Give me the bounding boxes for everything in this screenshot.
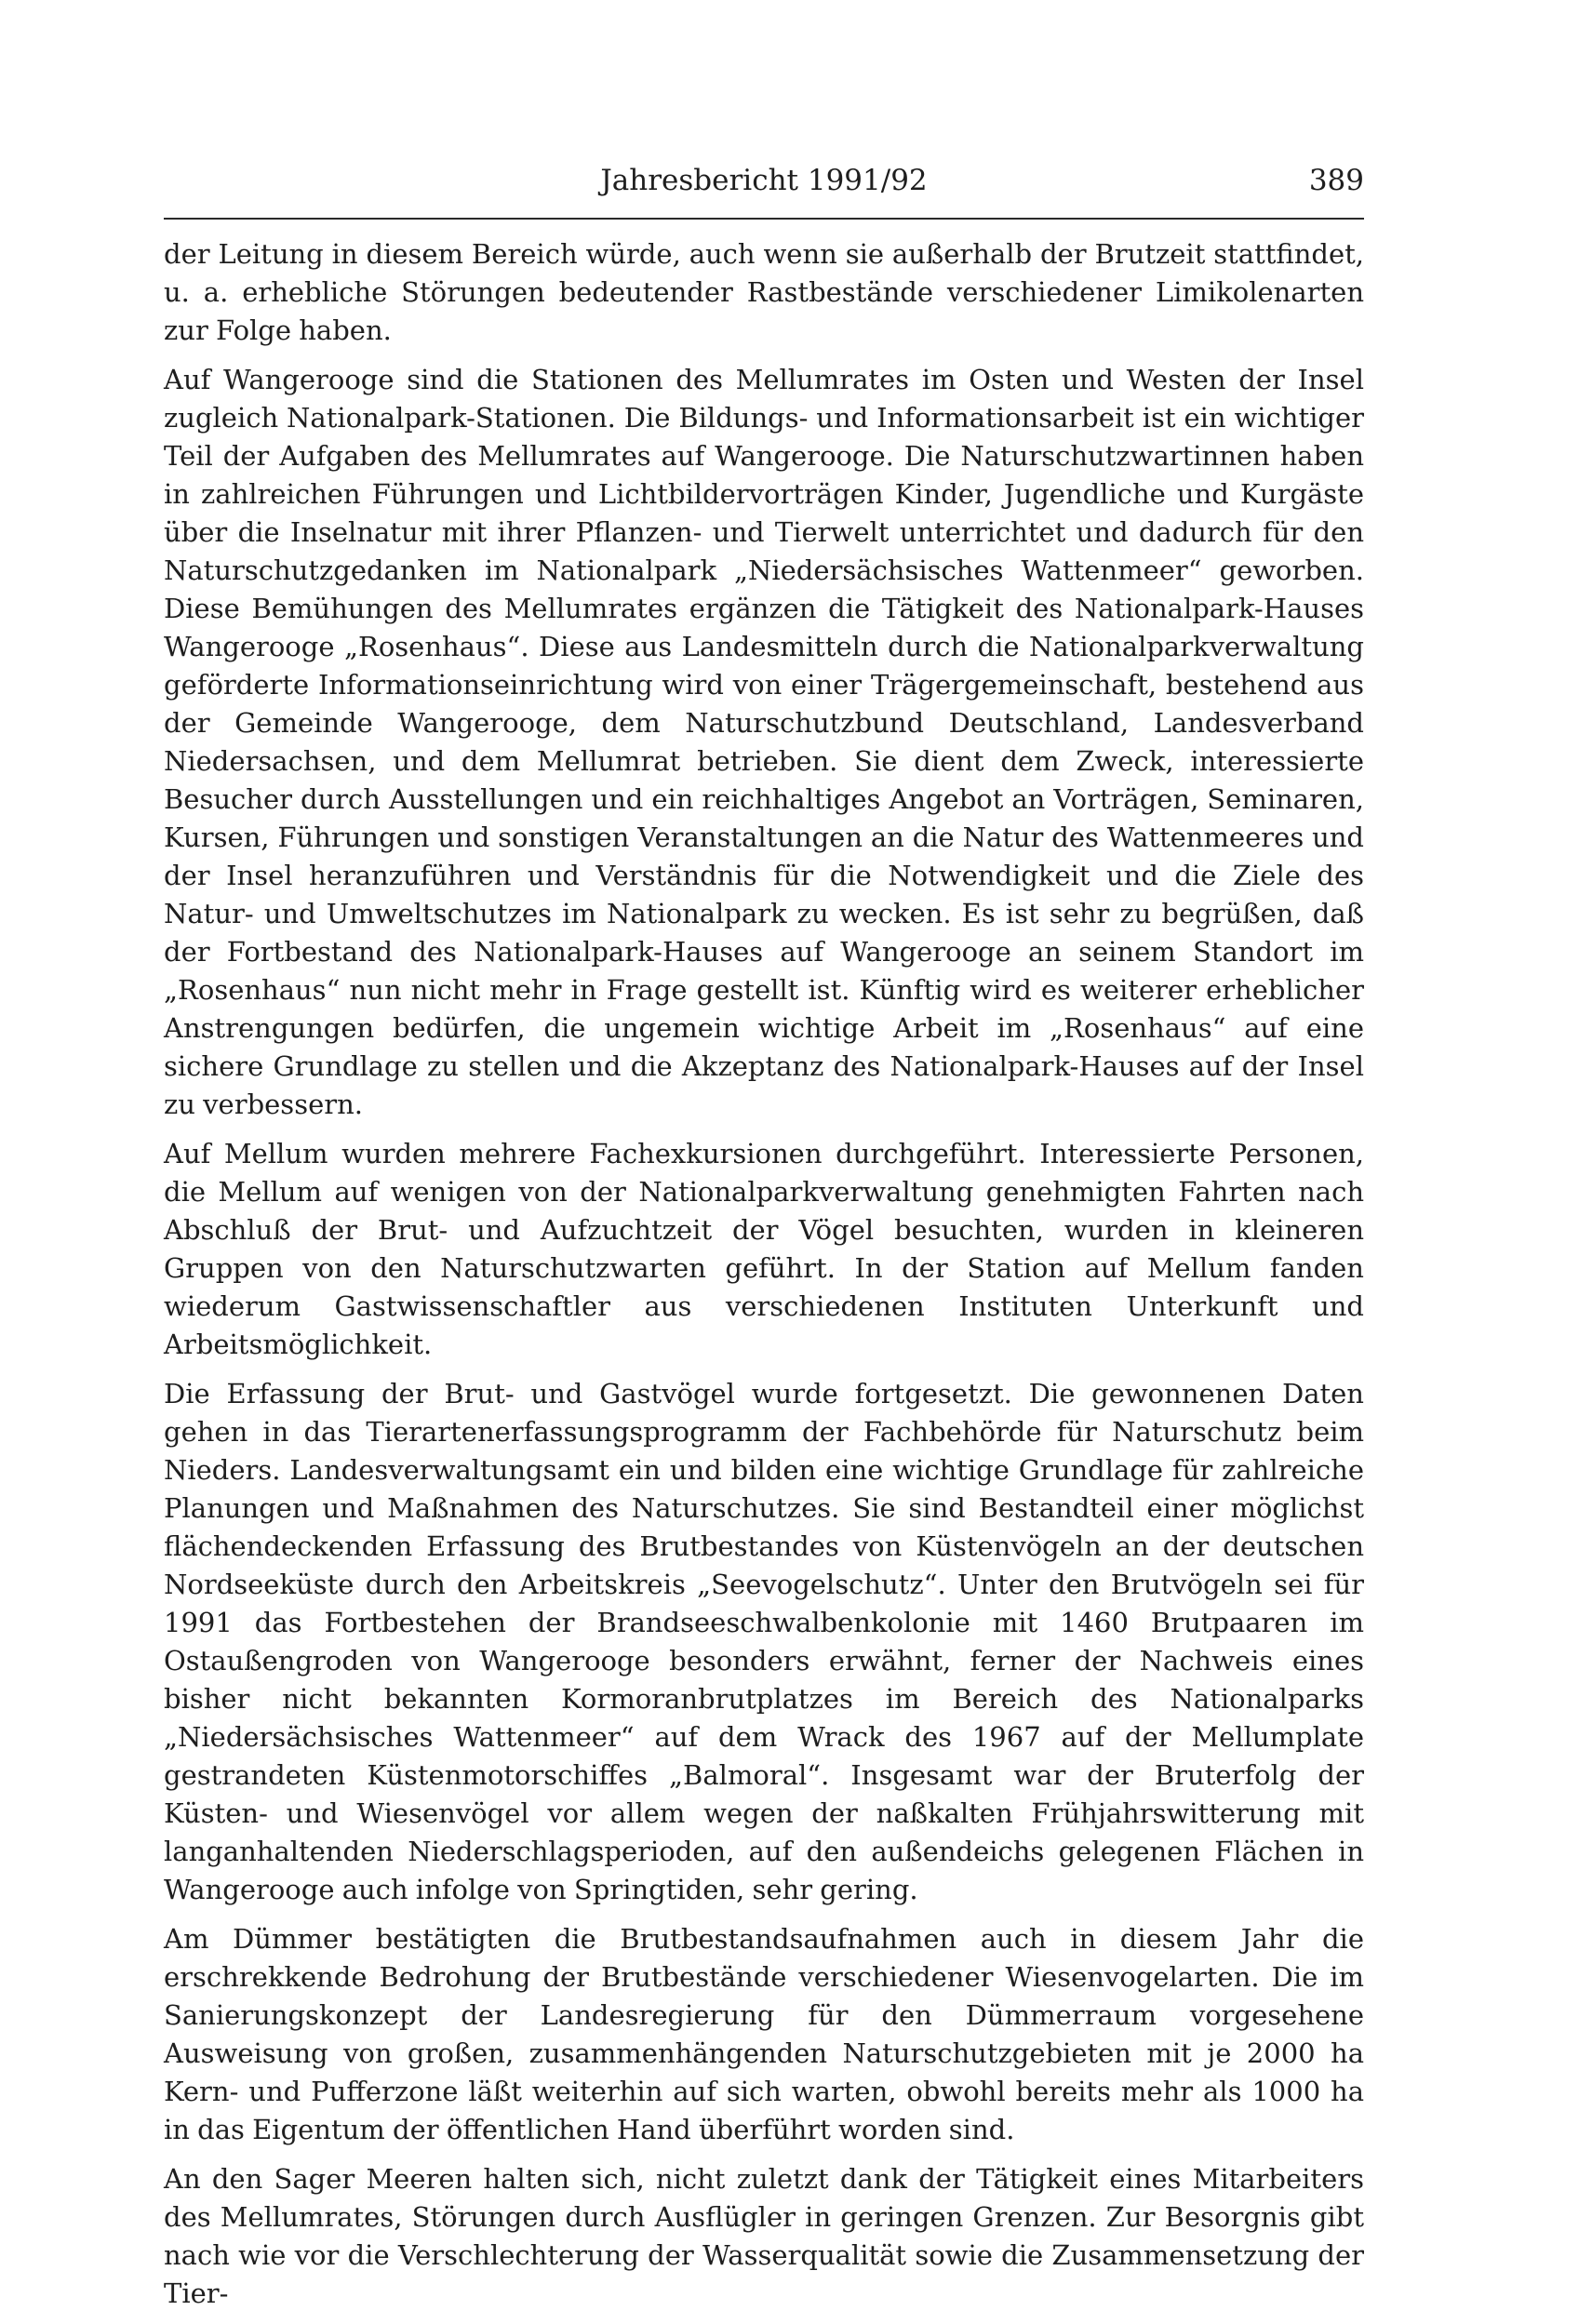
header-rule xyxy=(164,218,1364,220)
paragraph: Auf Mellum wurden mehrere Fachexkursionen durchgeführt. Interessierte Personen, die Mellum auf wenigen von der Nationalparkverwaltung genehmigten Fahrten nach Abschluß der Brut- und Aufzuchtzeit der Vögel besuchten, wurden in kleineren Gruppen von den Naturschutzwarten geführt. In der Station auf Mellum fanden wiederum Gastwissenschaftler aus verschiedenen Instituten Unterkunft und Arbeitsmöglichkeit. xyxy=(164,1138,1364,1360)
running-title: Jahresbericht 1991/92 xyxy=(600,164,928,197)
paragraph: Auf Wangerooge sind die Stationen des Mellumrates im Osten und Westen der Insel zugleich Nationalpark-Stationen. Die Bildungs- und Informationsarbeit ist ein wichtiger Teil der Aufgaben des Mellumrates auf Wangerooge. Die Naturschutzwartinnen haben in zahlreichen Führungen und Lichtbildervorträgen Kinder, Jugendliche und Kurgäste über die Inselnatur mit ihrer Pflanzen- und Tierwelt unterrichtet und dadurch für den Naturschutzgedanken im Nationalpark „Niedersächsisches Wattenmeer“ geworben. Diese Bemühungen des Mellumrates ergänzen die Tätigkeit des Nationalpark-Hauses Wangerooge „Rosenhaus“. Diese aus Landesmitteln durch die Nationalparkverwaltung geförderte Informationseinrichtung wird von einer Trägergemeinschaft, bestehend aus der Gemeinde Wangerooge, dem Naturschutzbund Deutschland, Landesverband Niedersachsen, und dem Mellumrat betrieben. Sie dient dem Zweck, interessierte Besucher durch Ausstellungen und ein reichhaltiges Angebot an Vorträgen, Seminaren, Kursen, Führungen und sonstigen Veranstaltungen an die Natur des Wattenmeeres und der Insel heranzuführen und Verständnis für die Notwendigkeit und die Ziele des Natur- und Umweltschutzes im Nationalpark zu wecken. Es ist sehr zu begrüßen, daß der Fortbestand des Nationalpark-Hauses auf Wangerooge an seinem Standort im „Rosenhaus“ nun nicht mehr in Frage gestellt ist. Künftig wird es weiterer erheblicher Anstrengungen bedürfen, die ungemein wichtige Arbeit im „Rosenhaus“ auf eine sichere Grundlage zu stellen und die Akzeptanz des Nationalpark-Hauses auf der Insel zu verbessern. xyxy=(164,364,1364,1120)
paragraph: An den Sager Meeren halten sich, nicht zuletzt dank der Tätigkeit eines Mitarbeiters des Mellumrates, Störungen durch Ausflügler in geringen Grenzen. Zur Besorgnis gibt nach wie vor die Verschlechterung der Wasserqualität sowie die Zusammensetzung der Tier- xyxy=(164,2163,1364,2309)
paragraph: Am Dümmer bestätigten die Brutbestandsaufnahmen auch in diesem Jahr die erschrekkende Bedrohung der Brutbestände verschiedener Wiesenvogelarten. Die im Sanierungskonzept der Landesregierung für den Dümmerraum vorgesehene Ausweisung von großen, zusammenhängenden Naturschutzgebieten mit je 2000 ha Kern- und Pufferzone läßt weiterhin auf sich warten, obwohl bereits mehr als 1000 ha in das Eigentum der öffentlichen Hand überführt worden sind. xyxy=(164,1923,1364,2145)
page-header xyxy=(164,162,1364,208)
page-number: 389 xyxy=(1308,164,1364,197)
body-text xyxy=(164,235,1364,2324)
paragraph: Die Erfassung der Brut- und Gastvögel wurde fortgesetzt. Die gewonnenen Daten gehen in das Tierartenerfassungsprogramm der Fachbehörde für Naturschutz beim Nieders. Landesverwaltungsamt ein und bilden eine wichtige Grundlage für zahlreiche Planungen und Maßnahmen des Naturschutzes. Sie sind Bestandteil einer möglichst flächendeckenden Erfassung des Brutbestandes von Küstenvögeln an der deutschen Nordseeküste durch den Arbeitskreis „Seevogelschutz“. Unter den Brutvögeln sei für 1991 das Fortbestehen der Brandseeschwalbenkolonie mit 1460 Brutpaaren im Ostaußengroden von Wangerooge besonders erwähnt, ferner der Nachweis eines bisher nicht bekannten Kormoranbrutplatzes im Bereich des Nationalparks „Niedersächsisches Wattenmeer“ auf dem Wrack des 1967 auf der Mellumplate gestrandeten Küstenmotorschiffes „Balmoral“. Insgesamt war der Bruterfolg der Küsten- und Wiesenvögel vor allem wegen der naßkalten Frühjahrswitterung mit langanhaltenden Niederschlagsperioden, auf den außendeichs gelegenen Flächen in Wangerooge auch infolge von Springtiden, sehr gering. xyxy=(164,1378,1364,1905)
paragraph: der Leitung in diesem Bereich würde, auch wenn sie außerhalb der Brutzeit stattfindet, u. a. erhebliche Störungen bedeutender Rastbestände verschiedener Limikolenarten zur Folge haben. xyxy=(164,238,1364,346)
